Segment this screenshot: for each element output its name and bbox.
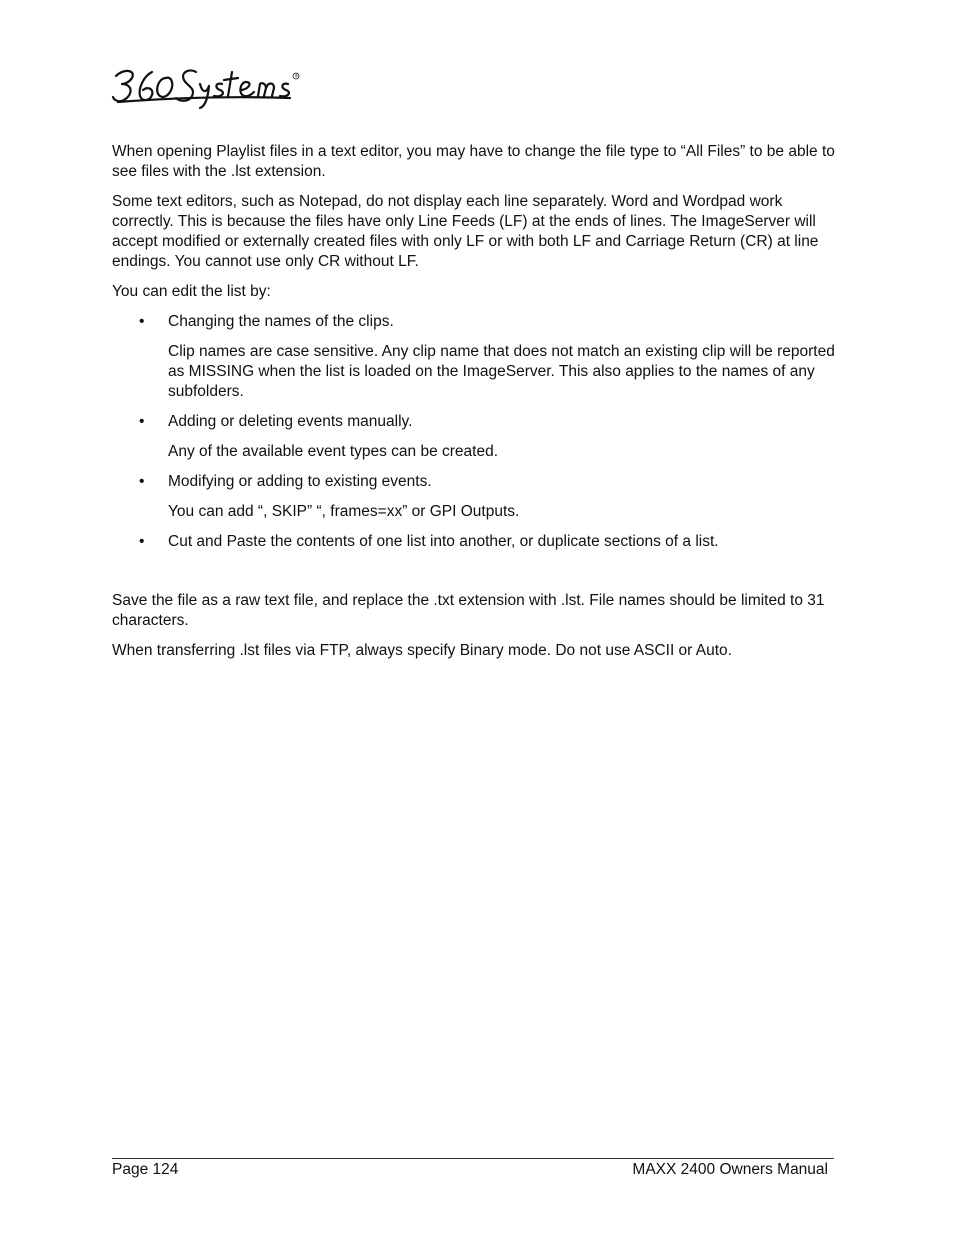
- bullet-icon: •: [139, 313, 145, 330]
- page-number: Page 124: [112, 1161, 179, 1178]
- list-item: [112, 472, 847, 522]
- svg-text:®: ®: [294, 73, 299, 79]
- manual-title: MAXX 2400 Owners Manual: [632, 1161, 828, 1178]
- logo-wordmark-graphic: [110, 62, 310, 112]
- list-item-detail: You can add “, SKIP” “, frames=xx” or GPI Outputs.: [168, 503, 520, 520]
- edit-options-list: [112, 312, 847, 552]
- bullet-icon: •: [139, 533, 145, 550]
- registered-trademark-icon: [293, 73, 299, 79]
- paragraph-text-editors: Some text editors, such as Notepad, do not display each line separately. Word and Wordpad work correctly. This is because the files have only Line Feeds (LF) at the ends of lines. The ImageServer will accept modified or externally created files with only LF or with both LF and Carriage Return (CR) at line endings. You cannot use only CR without LF.: [112, 193, 819, 270]
- section-spacer: [112, 562, 847, 591]
- list-item: [112, 412, 847, 462]
- bullet-icon: •: [139, 473, 145, 490]
- footer-divider: [112, 1158, 834, 1159]
- paragraph-file-type: When opening Playlist files in a text editor, you may have to change the file type to “All Files” to be able to see files with the .lst extension.: [112, 143, 835, 180]
- company-logo: [110, 62, 310, 112]
- list-item-text: Modifying or adding to existing events.: [168, 473, 432, 490]
- page-footer: [112, 1160, 828, 1180]
- list-item-text: Changing the names of the clips.: [168, 313, 394, 330]
- list-item-text: Cut and Paste the contents of one list into another, or duplicate sections of a list.: [168, 533, 719, 550]
- bullet-icon: •: [139, 413, 145, 430]
- list-item-detail: Any of the available event types can be created.: [168, 443, 499, 460]
- paragraph-ftp-transfer: When transferring .lst files via FTP, always specify Binary mode. Do not use ASCII or Auto.: [112, 642, 732, 659]
- list-item: [112, 532, 847, 552]
- list-item-text: Adding or deleting events manually.: [168, 413, 413, 430]
- list-item-detail: Clip names are case sensitive. Any clip name that does not match an existing clip will be reported as MISSING when the list is loaded on the ImageServer. This also applies to the names of any subfolders.: [168, 343, 835, 400]
- paragraph-save-file: Save the file as a raw text file, and replace the .txt extension with .lst. File names should be limited to 31 characters.: [112, 592, 825, 629]
- page-body: [112, 142, 847, 671]
- paragraph-edit-intro: You can edit the list by:: [112, 283, 271, 300]
- list-item: [112, 312, 847, 402]
